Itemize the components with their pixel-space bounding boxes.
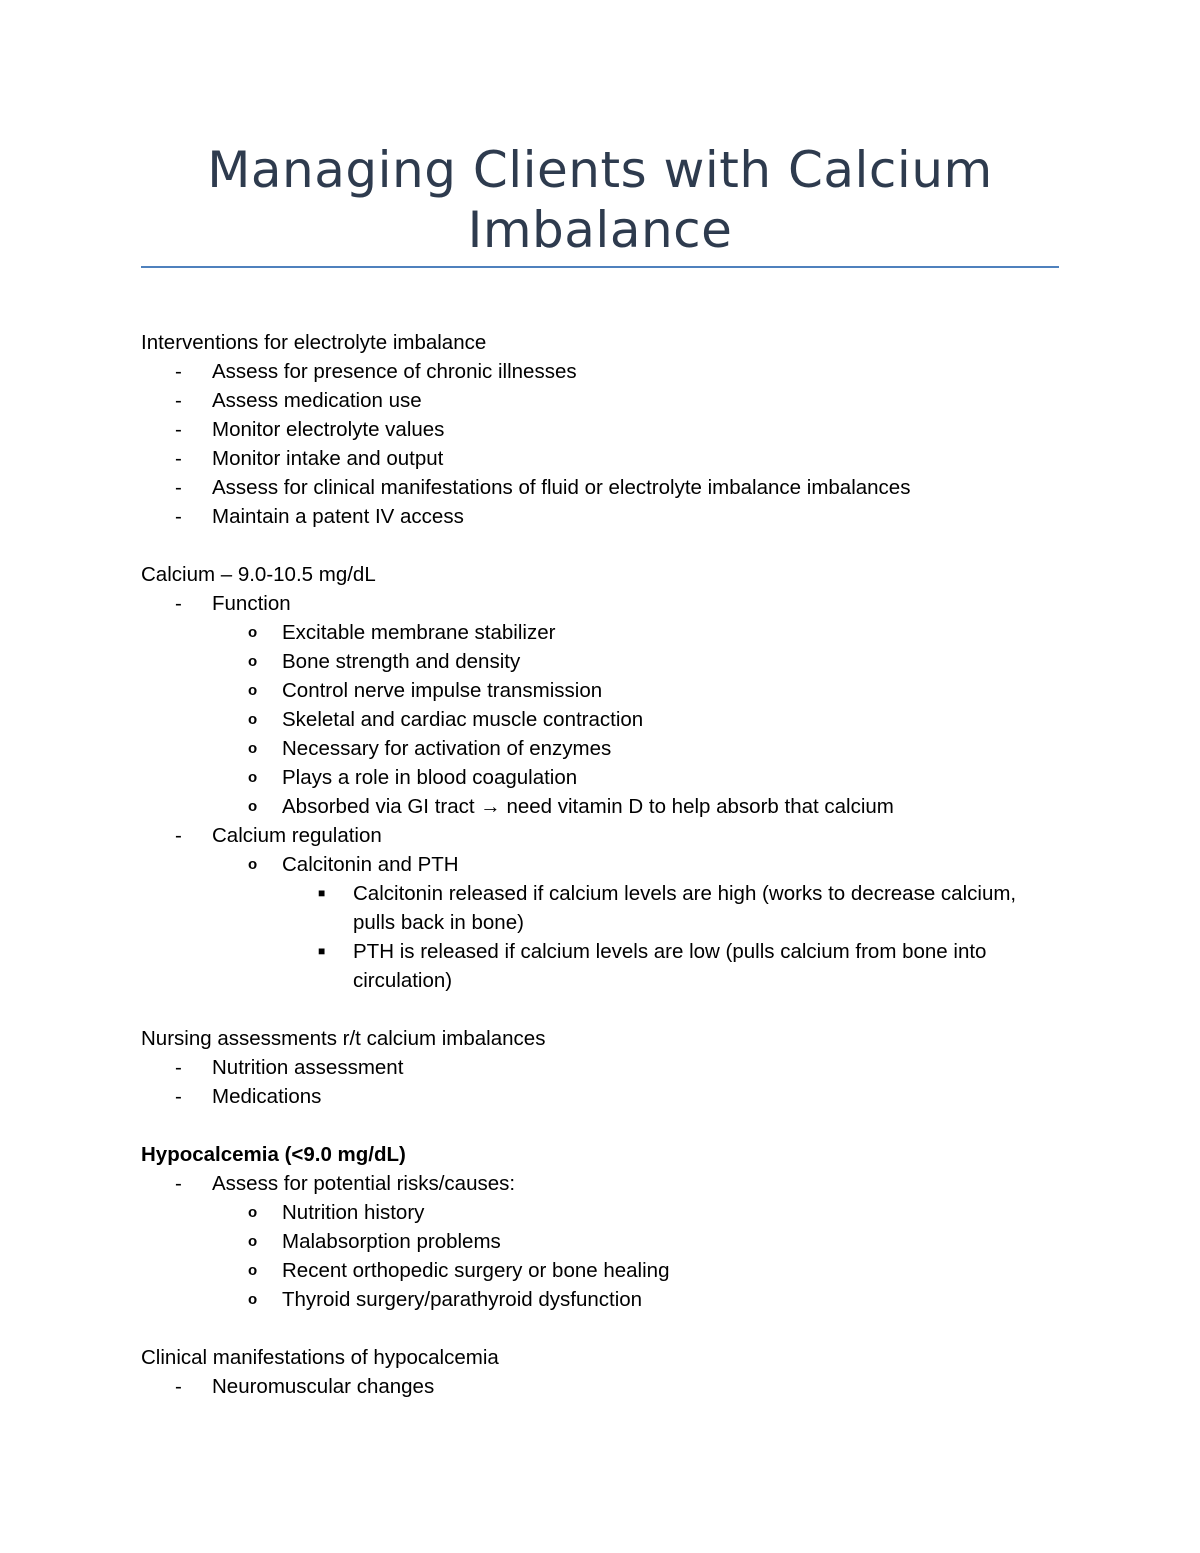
list-item [141, 676, 1059, 705]
section-clinical-manifestations [141, 1343, 1059, 1401]
list-item [141, 1227, 1059, 1256]
list-item [141, 734, 1059, 763]
list-item-text: Excitable membrane stabilizer [282, 621, 556, 644]
list-item [141, 763, 1059, 792]
list-item [141, 357, 1059, 386]
circle-bullet: o [248, 711, 258, 728]
list-item-text: Assess medication use [212, 389, 422, 412]
section-calcium [141, 560, 1059, 995]
list-item-text: Maintain a patent IV access [212, 505, 464, 528]
dash-bullet: - [175, 447, 182, 470]
list-item-text: Neuromuscular changes [212, 1375, 435, 1398]
list-item-text: Nutrition history [282, 1201, 425, 1224]
list-item [141, 792, 1059, 821]
list-item-text: Calcitonin and PTH [282, 853, 459, 876]
list-item-text: Function [212, 592, 291, 615]
list-item-text: Calcitonin released if calcium levels are high (works to decrease calcium, pulls back in bone) [353, 882, 1017, 934]
section-heading: Calcium – 9.0-10.5 mg/dL [141, 563, 376, 586]
list-item [141, 1198, 1059, 1227]
dash-bullet: - [175, 592, 182, 615]
section-heading: Clinical manifestations of hypocalcemia [141, 1346, 499, 1369]
circle-bullet: o [248, 798, 258, 815]
list-item-text: PTH is released if calcium levels are low (pulls calcium from bone into circulation) [353, 940, 987, 992]
circle-bullet: o [248, 1262, 258, 1279]
list-item [141, 1256, 1059, 1285]
list-item [141, 589, 1059, 618]
section-nursing-assessments [141, 1024, 1059, 1111]
list-item [141, 618, 1059, 647]
list-item [141, 879, 1059, 937]
dash-bullet: - [175, 1056, 182, 1079]
document-body [141, 328, 1059, 1401]
list-item [141, 1169, 1059, 1198]
dash-bullet: - [175, 389, 182, 412]
square-bullet: ■ [318, 944, 326, 958]
list-item-text: Bone strength and density [282, 650, 521, 673]
circle-bullet: o [248, 1204, 258, 1221]
list-item-text: Thyroid surgery/parathyroid dysfunction [282, 1288, 643, 1311]
dash-bullet: - [175, 1172, 182, 1195]
dash-bullet: - [175, 360, 182, 383]
circle-bullet: o [248, 682, 258, 699]
list-item-text: Absorbed via GI tract → need vitamin D to help absorb that calcium [282, 795, 894, 818]
circle-bullet: o [248, 1233, 258, 1250]
list-item-text: Malabsorption problems [282, 1230, 501, 1253]
list-item-text: Control nerve impulse transmission [282, 679, 603, 702]
circle-bullet: o [248, 1291, 258, 1308]
circle-bullet: o [248, 653, 258, 670]
list-item [141, 821, 1059, 850]
paragraph-spacer [141, 1314, 1059, 1343]
list-item [141, 1372, 1059, 1401]
paragraph-spacer [141, 531, 1059, 560]
square-bullet: ■ [318, 886, 326, 900]
dash-bullet: - [175, 418, 182, 441]
list-item-text: Calcium regulation [212, 824, 382, 847]
dash-bullet: - [175, 476, 182, 499]
list-item-text: Monitor intake and output [212, 447, 444, 470]
document-title: Managing Clients with Calcium Imbalance [207, 141, 993, 259]
title-underline [141, 266, 1059, 268]
section-heading: Nursing assessments r/t calcium imbalances [141, 1027, 546, 1050]
list-item [141, 386, 1059, 415]
dash-bullet: - [175, 1085, 182, 1108]
list-item [141, 444, 1059, 473]
list-item-text: Recent orthopedic surgery or bone healing [282, 1259, 670, 1282]
list-item [141, 1082, 1059, 1111]
list-item-text: Plays a role in blood coagulation [282, 766, 578, 789]
dash-bullet: - [175, 824, 182, 847]
list-item-text: Assess for clinical manifestations of fluid or electrolyte imbalance imbalances [212, 476, 911, 499]
list-item [141, 647, 1059, 676]
list-item-text: Monitor electrolyte values [212, 418, 445, 441]
list-item-text: Nutrition assessment [212, 1056, 404, 1079]
section-interventions [141, 328, 1059, 531]
paragraph-spacer [141, 995, 1059, 1024]
list-item-text: Medications [212, 1085, 322, 1108]
circle-bullet: o [248, 769, 258, 786]
section-heading: Interventions for electrolyte imbalance [141, 331, 487, 354]
list-item [141, 937, 1059, 995]
list-item-text: Skeletal and cardiac muscle contraction [282, 708, 644, 731]
list-item [141, 502, 1059, 531]
list-item [141, 473, 1059, 502]
section-hypocalcemia [141, 1140, 1059, 1314]
list-item [141, 850, 1059, 879]
list-item-text: Assess for potential risks/causes: [212, 1172, 516, 1195]
list-item-text: Necessary for activation of enzymes [282, 737, 612, 760]
circle-bullet: o [248, 856, 258, 873]
list-item-text: Assess for presence of chronic illnesses [212, 360, 577, 383]
list-item [141, 1285, 1059, 1314]
circle-bullet: o [248, 624, 258, 641]
dash-bullet: - [175, 1375, 182, 1398]
circle-bullet: o [248, 740, 258, 757]
section-heading: Hypocalcemia (<9.0 mg/dL) [141, 1143, 406, 1166]
paragraph-spacer [141, 1111, 1059, 1140]
list-item [141, 1053, 1059, 1082]
dash-bullet: - [175, 505, 182, 528]
list-item [141, 705, 1059, 734]
list-item [141, 415, 1059, 444]
